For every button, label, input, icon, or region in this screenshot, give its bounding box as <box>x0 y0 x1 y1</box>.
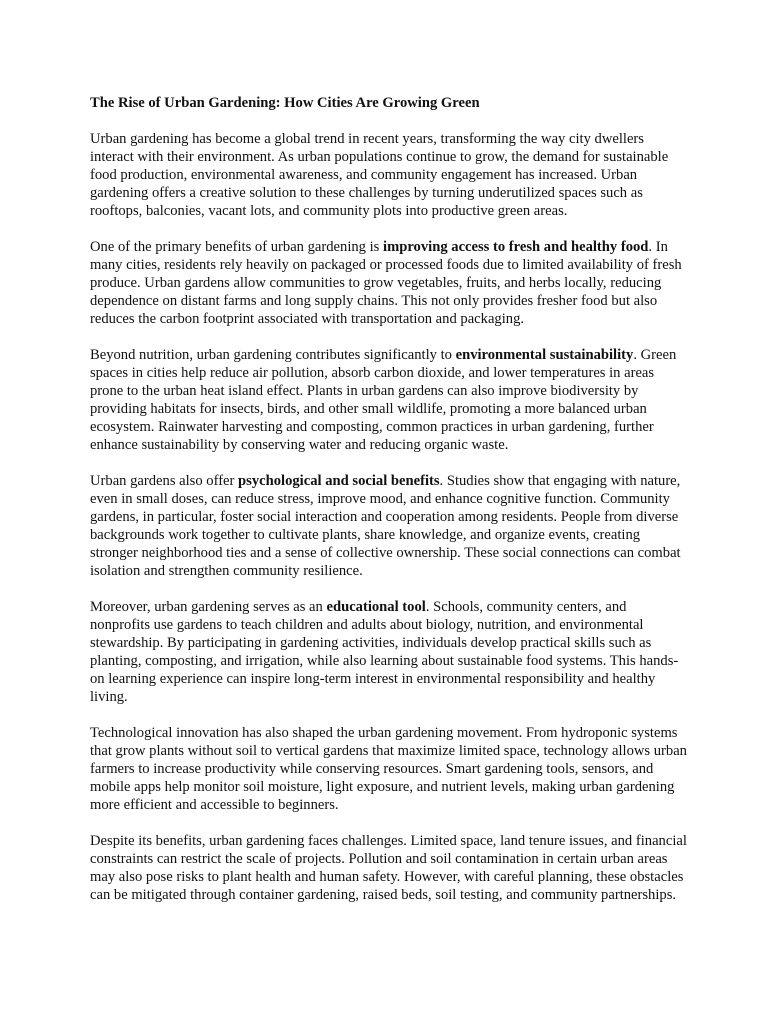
paragraph-sustainability <box>90 346 690 454</box>
paragraph-emphasis: environmental sustainability <box>455 347 634 363</box>
paragraph-challenges <box>90 832 690 904</box>
paragraph-intro <box>90 130 690 220</box>
paragraph-education <box>90 598 690 706</box>
paragraph-text: . Schools, community centers, and nonprofits use gardens to teach children and adults about biology, nutrition, and environmental stewardship. By participating in gardening activities, individuals develop practical skills such as planting, composting, and irrigation, while also learning about sustainable food systems. This hands-on learning experience can inspire long-term interest in environmental responsibility and healthy living. <box>90 599 679 705</box>
paragraph-text: Beyond nutrition, urban gardening contributes significantly to <box>90 347 456 363</box>
paragraph-text: . Green spaces in cities help reduce air pollution, absorb carbon dioxide, and lower temperatures in areas prone to the urban heat island effect. Plants in urban gardens can also improve biodiversity by providing habitats for insects, birds, and other small wildlife, promoting a more balanced urban ecosystem. Rainwater harvesting and composting, common practices in urban gardening, further enhance sustainability by conserving water and reducing organic waste. <box>90 347 677 453</box>
paragraph-social-benefits <box>90 472 690 580</box>
paragraph-emphasis: improving access to fresh and healthy food <box>383 239 649 255</box>
paragraph-text: Urban gardening has become a global trend in recent years, transforming the way city dwellers interact with their environment. As urban populations continue to grow, the demand for sustainable food production, environmental awareness, and community engagement has increased. Urban gardening offers a creative solution to these challenges by turning underutilized spaces such as rooftops, balconies, vacant lots, and community plots into productive green areas. <box>90 131 669 219</box>
paragraph-text: One of the primary benefits of urban gardening is <box>90 239 384 255</box>
document-title: The Rise of Urban Gardening: How Cities Are Growing Green <box>90 95 480 111</box>
paragraph-text: Technological innovation has also shaped the urban gardening movement. From hydroponic systems that grow plants without soil to vertical gardens that maximize limited space, technology allows urban farmers to increase productivity while conserving resources. Smart gardening tools, sensors, and mobile apps help monitor soil moisture, light exposure, and nutrient levels, making urban gardening more efficient and accessible to beginners. <box>90 725 687 813</box>
paragraph-text: Moreover, urban gardening serves as an <box>90 599 327 615</box>
paragraph-technology <box>90 724 690 814</box>
paragraph-fresh-food <box>90 238 690 328</box>
paragraph-text: Despite its benefits, urban gardening faces challenges. Limited space, land tenure issues, and financial constraints can restrict the scale of projects. Pollution and soil contamination in certain urban areas may also pose risks to plant health and human safety. However, with careful planning, these obstacles can be mitigated through container gardening, raised beds, soil testing, and community partnerships. <box>90 833 687 903</box>
paragraph-text: . Studies show that engaging with nature, even in small doses, can reduce stress, improve mood, and enhance cognitive function. Community gardens, in particular, foster social interaction and cooperation among residents. People from diverse backgrounds work together to cultivate plants, share knowledge, and organize events, creating stronger neighborhood ties and a sense of collective ownership. These social connections can combat isolation and strengthen community resilience. <box>90 473 681 579</box>
paragraph-text: . In many cities, residents rely heavily on packaged or processed foods due to limited availability of fresh produce. Urban gardens allow communities to grow vegetables, fruits, and herbs locally, reducing dependence on distant farms and long supply chains. This not only provides fresher food but also reduces the carbon footprint associated with transportation and packaging. <box>90 239 682 327</box>
paragraph-emphasis: educational tool <box>326 599 426 615</box>
paragraph-emphasis: psychological and social benefits <box>238 473 440 489</box>
document-page <box>90 94 690 922</box>
paragraph-text: Urban gardens also offer <box>90 473 239 489</box>
